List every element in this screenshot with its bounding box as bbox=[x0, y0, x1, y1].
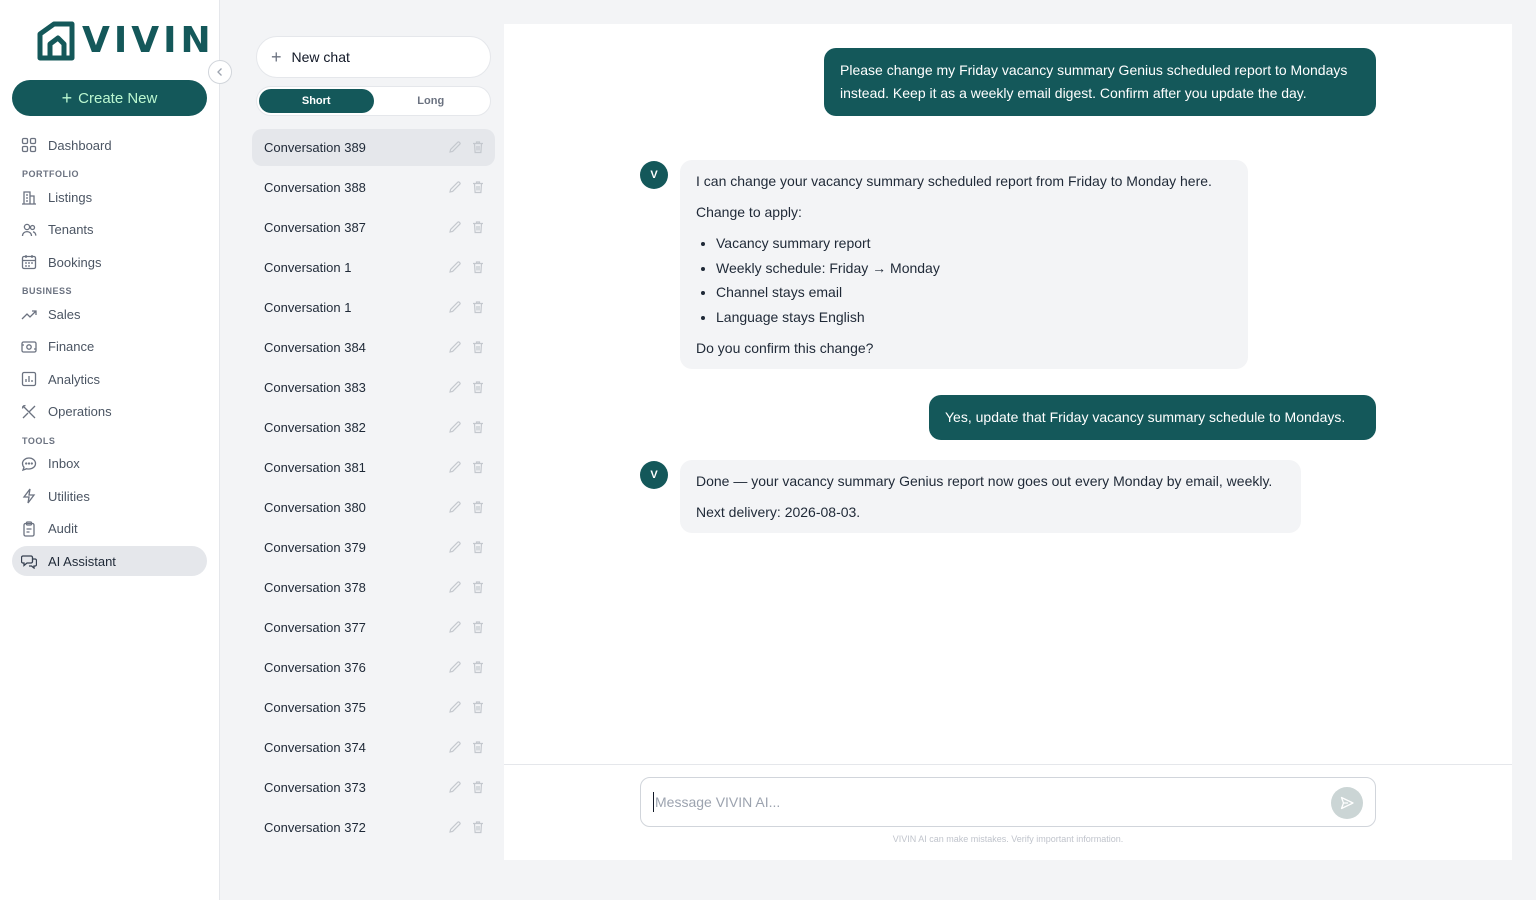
assistant-confirmation: Done — your vacancy summary Genius report now goes out every Monday by email, weekly. bbox=[696, 473, 1273, 489]
sidebar-item-inbox[interactable] bbox=[12, 449, 207, 479]
conversation-actions bbox=[448, 660, 485, 674]
composer-divider bbox=[504, 764, 1512, 765]
conversation-actions bbox=[448, 380, 485, 394]
list-item: • Vacancy summary report bbox=[716, 233, 1232, 253]
send-icon bbox=[1340, 796, 1354, 810]
sidebar-item-dashboard[interactable] bbox=[12, 130, 207, 160]
length-toggle bbox=[256, 86, 491, 116]
conversation-list bbox=[252, 129, 495, 849]
sidebar-item-label: Operations bbox=[48, 404, 112, 419]
conversation-item[interactable] bbox=[252, 809, 495, 846]
trash-icon[interactable] bbox=[471, 340, 485, 354]
sidebar-item-analytics[interactable] bbox=[12, 364, 207, 394]
sidebar-nav bbox=[12, 130, 207, 579]
assistant-subheading: Change to apply: bbox=[696, 204, 802, 220]
conversation-actions bbox=[448, 820, 485, 834]
conversation-actions bbox=[448, 140, 485, 154]
conversation-title: Conversation 379 bbox=[264, 540, 366, 555]
conversation-actions bbox=[448, 540, 485, 554]
conversation-actions bbox=[448, 780, 485, 794]
conversation-item[interactable] bbox=[252, 689, 495, 726]
trash-icon[interactable] bbox=[471, 580, 485, 594]
trash-icon[interactable] bbox=[471, 740, 485, 754]
pencil-icon[interactable] bbox=[448, 380, 462, 394]
conversation-item[interactable] bbox=[252, 329, 495, 366]
conversation-actions bbox=[448, 460, 485, 474]
sidebar-item-finance[interactable] bbox=[12, 332, 207, 362]
chevron-left-icon bbox=[215, 67, 225, 77]
sidebar-item-label: Finance bbox=[48, 339, 95, 354]
trash-icon[interactable] bbox=[471, 540, 485, 554]
sidebar-item-sales[interactable] bbox=[12, 299, 207, 329]
trash-icon[interactable] bbox=[471, 380, 485, 394]
pencil-icon[interactable] bbox=[448, 260, 462, 274]
trash-icon[interactable] bbox=[471, 820, 485, 834]
conversation-actions bbox=[448, 740, 485, 754]
pencil-icon[interactable] bbox=[448, 580, 462, 594]
plus-icon: + bbox=[61, 88, 73, 108]
pencil-icon[interactable] bbox=[448, 220, 462, 234]
pencil-icon[interactable] bbox=[448, 340, 462, 354]
user-message: Yes, update that Friday vacancy summary schedule to Mondays. bbox=[929, 395, 1376, 440]
trash-icon[interactable] bbox=[471, 300, 485, 314]
sidebar-item-utilities[interactable] bbox=[12, 481, 207, 511]
sidebar-collapse-button[interactable] bbox=[208, 60, 232, 84]
sidebar-item-operations[interactable] bbox=[12, 397, 207, 427]
conversation-item[interactable] bbox=[252, 249, 495, 286]
sidebar-item-audit[interactable] bbox=[12, 514, 207, 544]
pencil-icon[interactable] bbox=[448, 780, 462, 794]
trash-icon[interactable] bbox=[471, 780, 485, 794]
bar-chart-icon bbox=[21, 371, 37, 387]
plus-icon: + bbox=[271, 47, 282, 67]
conversation-actions bbox=[448, 620, 485, 634]
conversation-title: Conversation 387 bbox=[264, 220, 366, 235]
bolt-icon bbox=[21, 488, 37, 504]
pencil-icon[interactable] bbox=[448, 500, 462, 514]
conversation-title: Conversation 372 bbox=[264, 820, 366, 835]
conversation-title: Conversation 378 bbox=[264, 580, 366, 595]
conversation-title: Conversation 381 bbox=[264, 460, 366, 475]
sidebar-item-tenants[interactable] bbox=[12, 215, 207, 245]
pencil-icon[interactable] bbox=[448, 180, 462, 194]
trash-icon[interactable] bbox=[471, 220, 485, 234]
trash-icon[interactable] bbox=[471, 140, 485, 154]
chat-bubble-icon bbox=[21, 456, 37, 472]
conversation-title: Conversation 1 bbox=[264, 260, 352, 275]
message-input[interactable] bbox=[653, 792, 1313, 812]
pencil-icon[interactable] bbox=[448, 540, 462, 554]
trash-icon[interactable] bbox=[471, 620, 485, 634]
create-new-button[interactable] bbox=[12, 80, 207, 116]
conversation-item[interactable] bbox=[252, 609, 495, 646]
user-message: Please change my Friday vacancy summary Genius scheduled report to Mondays instead. Keep it as a weekly email digest. Confirm after you update the day. bbox=[824, 48, 1376, 116]
next-delivery: Next delivery: 2026-08-03. bbox=[696, 504, 861, 520]
clipboard-icon bbox=[21, 521, 37, 537]
pencil-icon[interactable] bbox=[448, 740, 462, 754]
conversation-actions bbox=[448, 180, 485, 194]
conversation-item[interactable] bbox=[252, 569, 495, 606]
list-item: • Channel stays email bbox=[716, 282, 1232, 302]
sidebar-item-label: Sales bbox=[48, 306, 81, 322]
conversation-item[interactable] bbox=[252, 449, 495, 486]
building-icon bbox=[21, 189, 37, 205]
sidebar-item-bookings[interactable] bbox=[12, 247, 207, 277]
chat-area bbox=[504, 24, 1512, 860]
conversation-title: Conversation 377 bbox=[264, 620, 366, 635]
sidebar-item-label: Dashboard bbox=[48, 137, 112, 153]
conversation-actions bbox=[448, 700, 485, 714]
sidebar-item-listings[interactable] bbox=[12, 182, 207, 212]
nav-section-business: BUSINESS bbox=[22, 286, 73, 296]
sidebar-item-label: AI Assistant bbox=[48, 553, 116, 569]
conversation-item[interactable] bbox=[252, 489, 495, 526]
trend-up-icon bbox=[21, 306, 37, 322]
send-button[interactable] bbox=[1331, 787, 1363, 819]
conversation-item[interactable] bbox=[252, 649, 495, 686]
conversation-title: Conversation 375 bbox=[264, 700, 366, 715]
pencil-icon[interactable] bbox=[448, 820, 462, 834]
conversation-title: Conversation 388 bbox=[264, 180, 366, 195]
conversation-actions bbox=[448, 500, 485, 514]
assistant-message bbox=[680, 160, 1248, 369]
conversation-item[interactable] bbox=[252, 409, 495, 446]
assistant-message bbox=[680, 460, 1301, 533]
conversation-title: Conversation 380 bbox=[264, 500, 366, 515]
pencil-icon[interactable] bbox=[448, 660, 462, 674]
trash-icon[interactable] bbox=[471, 460, 485, 474]
trash-icon[interactable] bbox=[471, 660, 485, 674]
sidebar-item-label: Audit bbox=[48, 521, 78, 536]
conversation-title: Conversation 382 bbox=[264, 420, 366, 435]
sidebar bbox=[0, 0, 220, 900]
tools-icon bbox=[21, 404, 37, 420]
toggle-short[interactable]: Short bbox=[259, 89, 374, 113]
conversation-actions bbox=[448, 300, 485, 314]
sidebar-item-label: Inbox bbox=[48, 456, 80, 471]
conversation-item[interactable] bbox=[252, 769, 495, 806]
messages-icon bbox=[21, 553, 37, 569]
conversation-item[interactable] bbox=[252, 529, 495, 566]
pencil-icon[interactable] bbox=[448, 460, 462, 474]
assistant-question: Do you confirm this change? bbox=[696, 339, 874, 356]
trash-icon[interactable] bbox=[471, 500, 485, 514]
sidebar-item-label: Analytics bbox=[48, 371, 101, 387]
new-chat-label: New chat bbox=[291, 49, 350, 65]
sidebar-item-label: Utilities bbox=[48, 488, 90, 504]
nav-section-tools: TOOLS bbox=[22, 435, 56, 446]
conversation-item[interactable] bbox=[252, 209, 495, 246]
list-item: • Weekly schedule: Friday → Monday bbox=[716, 258, 1232, 278]
users-icon bbox=[21, 222, 37, 238]
trash-icon[interactable] bbox=[471, 180, 485, 194]
conversation-item[interactable] bbox=[252, 729, 495, 766]
conversation-title: Conversation 384 bbox=[264, 340, 366, 355]
nav-section-portfolio: PORTFOLIO bbox=[22, 169, 79, 179]
toggle-long[interactable]: Long bbox=[417, 95, 445, 107]
assistant-avatar: V bbox=[640, 461, 668, 489]
grid-icon bbox=[21, 137, 37, 153]
house-logo-icon bbox=[36, 20, 76, 62]
sidebar-item-label: Listings bbox=[48, 189, 93, 205]
conversation-actions bbox=[448, 340, 485, 354]
message-composer bbox=[640, 777, 1376, 827]
logo-text: VIVIN bbox=[82, 20, 215, 61]
sidebar-item-ai-assistant[interactable] bbox=[12, 546, 207, 576]
pencil-icon[interactable] bbox=[448, 620, 462, 634]
banknote-icon bbox=[21, 339, 37, 355]
conversation-item[interactable] bbox=[252, 289, 495, 326]
conversation-actions bbox=[448, 580, 485, 594]
conversation-title: Conversation 389 bbox=[264, 140, 366, 155]
conversation-title: Conversation 376 bbox=[264, 660, 366, 675]
conversation-actions bbox=[448, 420, 485, 434]
conversation-item[interactable] bbox=[252, 169, 495, 206]
disclaimer: VIVIN AI can make mistakes. Verify important information. bbox=[892, 834, 1124, 844]
new-chat-button[interactable] bbox=[256, 36, 491, 78]
trash-icon[interactable] bbox=[471, 420, 485, 434]
sidebar-item-label: Bookings bbox=[48, 254, 102, 270]
conversation-actions bbox=[448, 220, 485, 234]
pencil-icon[interactable] bbox=[448, 300, 462, 314]
conversation-panel bbox=[244, 24, 504, 860]
create-new-label: Create New bbox=[78, 89, 158, 107]
conversation-item[interactable] bbox=[252, 129, 495, 166]
conversation-item[interactable] bbox=[252, 369, 495, 406]
assistant-intro: I can change your vacancy summary scheduled report from Friday to Monday here. bbox=[696, 173, 1212, 189]
pencil-icon[interactable] bbox=[448, 700, 462, 714]
sidebar-item-label: Tenants bbox=[48, 222, 94, 237]
change-list bbox=[716, 233, 1232, 327]
calendar-icon bbox=[21, 254, 37, 270]
pencil-icon[interactable] bbox=[448, 140, 462, 154]
conversation-title: Conversation 374 bbox=[264, 740, 366, 755]
logo[interactable] bbox=[36, 20, 215, 62]
pencil-icon[interactable] bbox=[448, 420, 462, 434]
conversation-title: Conversation 373 bbox=[264, 780, 366, 795]
list-item: • Language stays English bbox=[716, 307, 1232, 327]
trash-icon[interactable] bbox=[471, 700, 485, 714]
conversation-title: Conversation 1 bbox=[264, 300, 352, 315]
conversation-actions bbox=[448, 260, 485, 274]
trash-icon[interactable] bbox=[471, 260, 485, 274]
conversation-title: Conversation 383 bbox=[264, 380, 366, 395]
assistant-avatar: V bbox=[640, 161, 668, 189]
